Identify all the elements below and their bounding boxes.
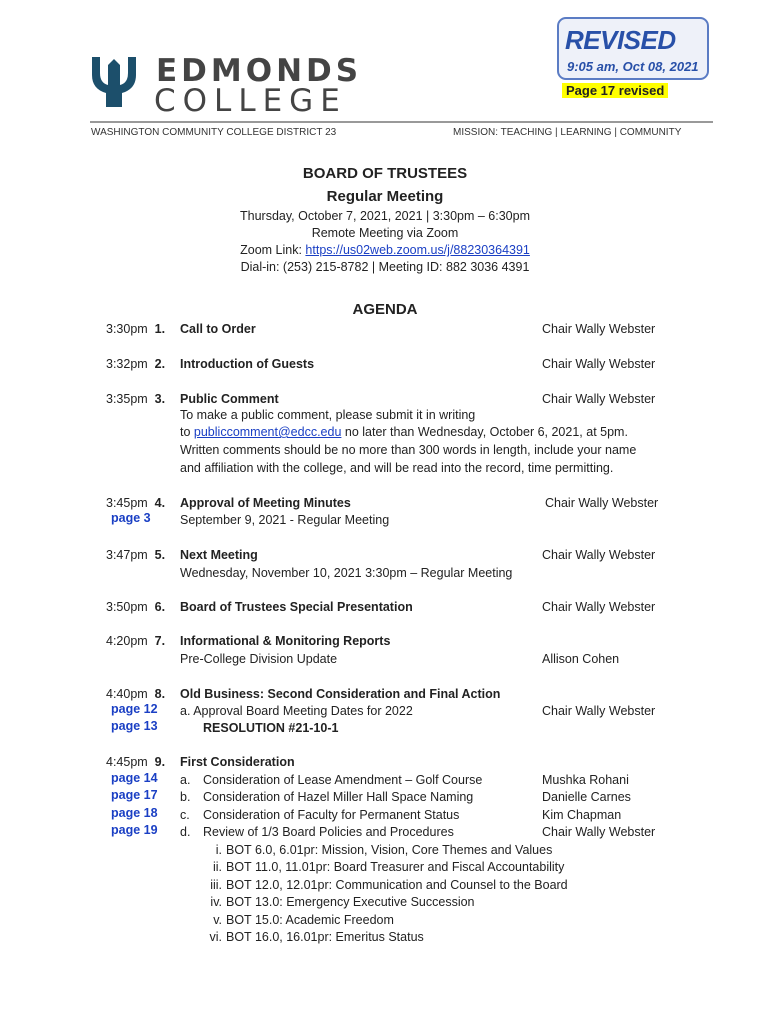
sub-item-label: c. (180, 808, 190, 822)
edmonds-college-trident-logo (90, 55, 145, 110)
zoom-link-label: Zoom Link: (240, 243, 306, 257)
agenda-item-8-title: Old Business: Second Consideration and Final Action (180, 687, 501, 701)
agenda-item-9-page-link[interactable]: page 17 (111, 788, 158, 802)
roman-label: iv. (210, 895, 222, 909)
logo-wordmark-top: EDMONDS (156, 53, 363, 89)
agenda-item-5-time: 3:47pm 5. (106, 548, 166, 562)
sub-item-presenter: Mushka Rohani (542, 773, 629, 787)
sub-item-text: Consideration of Hazel Miller Hall Space Naming (203, 790, 474, 804)
agenda-item-8-sub-a: a. Approval Board Meeting Dates for 2022 (180, 704, 413, 718)
revised-stamp-title: REVISED (565, 25, 676, 55)
agenda-item-4-presenter: Chair Wally Webster (545, 496, 659, 510)
agenda-item-7-title: Informational & Monitoring Reports (180, 634, 391, 648)
meeting-type: Regular Meeting (326, 188, 444, 205)
roman-label: vi. (209, 930, 222, 944)
dial-in-line: Dial-in: (253) 215-8782 | Meeting ID: 882 3036 4391 (240, 260, 530, 274)
agenda-item-7-sub: Pre-College Division Update (180, 652, 338, 666)
sub-item-presenter: Kim Chapman (542, 808, 622, 822)
agenda-item-5-sub: Wednesday, November 10, 2021 3:30pm – Regular Meeting (180, 566, 513, 580)
agenda-item-7-presenter: Allison Cohen (542, 652, 620, 666)
sub-item-label: b. (180, 790, 191, 804)
agenda-item-8-page-link[interactable]: page 13 (111, 719, 158, 733)
zoom-link[interactable]: https://us02web.zoom.us/j/88230364391 (305, 243, 530, 257)
agenda-item-2-time: 3:32pm 2. (106, 357, 166, 371)
agenda-item-8-presenter: Chair Wally Webster (542, 704, 656, 718)
agenda-item-9-time: 4:45pm 9. (106, 755, 166, 769)
agenda-item-2-title: Introduction of Guests (180, 357, 315, 371)
public-comment-text-2: to publiccomment@edcc.edu no later than Wednesday, October 6, 2021, at 5pm. (180, 425, 628, 439)
public-comment-email-link[interactable]: publiccomment@edcc.edu (193, 425, 342, 439)
agenda-item-3-time: 3:35pm 3. (106, 392, 166, 406)
roman-item-text: BOT 11.0, 11.01pr: Board Treasurer and Fiscal Accountability (226, 860, 565, 874)
agenda-item-4-title: Approval of Meeting Minutes (180, 496, 351, 510)
roman-item-text: BOT 16.0, 16.01pr: Emeritus Status (226, 930, 424, 944)
agenda-item-5-presenter: Chair Wally Webster (542, 548, 656, 562)
mission-label: MISSION: TEACHING | LEARNING | COMMUNITY (453, 127, 682, 138)
agenda-item-2-presenter: Chair Wally Webster (542, 357, 656, 371)
agenda-item-4-time: 3:45pm 4. (106, 496, 166, 510)
roman-item-text: BOT 13.0: Emergency Executive Succession (226, 895, 475, 909)
revised-stamp-time: 9:05 am, Oct 08, 2021 (567, 59, 699, 74)
meeting-datetime: Thursday, October 7, 2021, 2021 | 3:30pm – 6:30pm (240, 209, 530, 223)
sub-item-presenter: Chair Wally Webster (542, 825, 656, 839)
agenda-heading: AGENDA (352, 301, 418, 318)
roman-label: iii. (210, 878, 222, 892)
revised-note-highlight: Page 17 revised (562, 83, 668, 98)
public-comment-text-1: To make a public comment, please submit it in writing (180, 408, 476, 422)
sub-item-label: a. (180, 773, 191, 787)
agenda-item-9-page-link[interactable]: page 19 (111, 823, 158, 837)
agenda-item-1-title: Call to Order (180, 322, 256, 336)
agenda-item-4-sub: September 9, 2021 - Regular Meeting (180, 513, 390, 527)
district-label: WASHINGTON COMMUNITY COLLEGE DISTRICT 23 (91, 127, 337, 138)
meeting-location: Remote Meeting via Zoom (311, 226, 459, 240)
public-comment-text-3: Written comments should be no more than 300 words in length, include your name (180, 443, 637, 457)
agenda-item-6-presenter: Chair Wally Webster (542, 600, 656, 614)
agenda-item-3-presenter: Chair Wally Webster (542, 392, 656, 406)
agenda-item-1-time: 3:30pm 1. (106, 322, 166, 336)
agenda-item-9-title: First Consideration (180, 755, 295, 769)
agenda-item-8-resolution: RESOLUTION #21-10-1 (203, 721, 339, 735)
agenda-item-1-presenter: Chair Wally Webster (542, 322, 656, 336)
sub-item-text: Review of 1/3 Board Policies and Procedures (203, 825, 454, 839)
sub-item-label: d. (180, 825, 191, 839)
agenda-item-4-page-link[interactable]: page 3 (111, 511, 151, 525)
agenda-item-8-page-link[interactable]: page 12 (111, 702, 158, 716)
agenda-item-9-page-link[interactable]: page 18 (111, 806, 158, 820)
header-divider (90, 121, 713, 123)
roman-item-text: BOT 12.0, 12.01pr: Communication and Counsel to the Board (226, 878, 568, 892)
agenda-item-7-time: 4:20pm 7. (106, 634, 166, 648)
agenda-item-6-time: 3:50pm 6. (106, 600, 166, 614)
agenda-item-8-time: 4:40pm 8. (106, 687, 166, 701)
public-comment-text-4: and affiliation with the college, and will be read into the record, time permitting. (180, 461, 614, 475)
logo-wordmark-bottom: COLLEGE (154, 83, 347, 119)
roman-label: ii. (212, 860, 222, 874)
agenda-item-3-title: Public Comment (180, 392, 279, 406)
roman-label: v. (213, 913, 222, 927)
sub-item-text: Consideration of Faculty for Permanent Status (203, 808, 460, 822)
agenda-item-5-title: Next Meeting (180, 548, 258, 562)
roman-item-text: BOT 15.0: Academic Freedom (226, 913, 394, 927)
zoom-link-line (0, 243, 770, 257)
roman-label: i. (215, 843, 222, 857)
board-title: BOARD OF TRUSTEES (302, 165, 468, 182)
sub-item-presenter: Danielle Carnes (542, 790, 631, 804)
agenda-item-6-title: Board of Trustees Special Presentation (180, 600, 413, 614)
agenda-item-9-page-link[interactable]: page 14 (111, 771, 158, 785)
sub-item-text: Consideration of Lease Amendment – Golf Course (203, 773, 483, 787)
roman-item-text: BOT 6.0, 6.01pr: Mission, Vision, Core Themes and Values (226, 843, 553, 857)
